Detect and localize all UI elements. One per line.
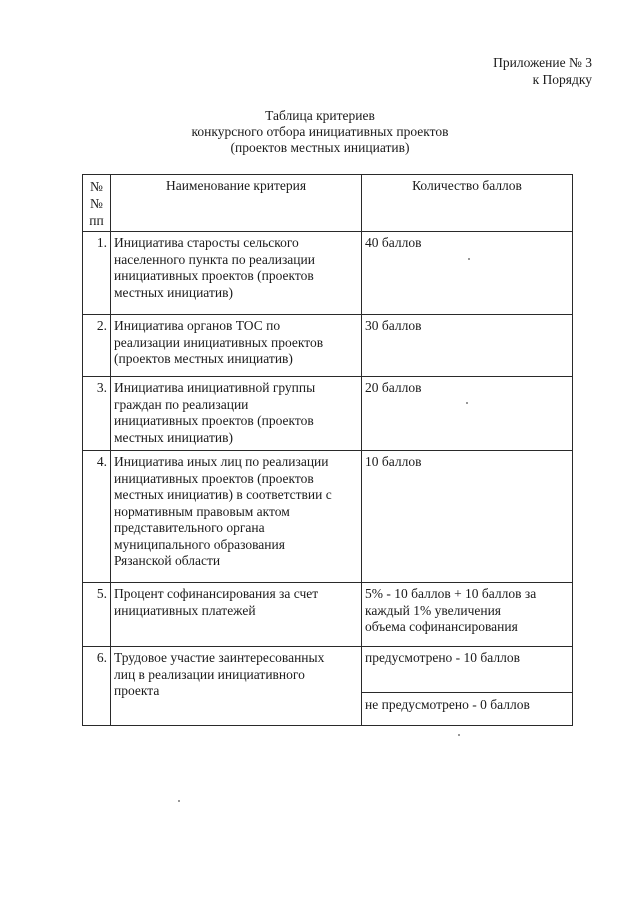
criteria-table bbox=[82, 174, 573, 726]
criterion-line: Инициатива старосты сельского bbox=[114, 235, 299, 250]
criterion-line: реализации инициативных проектов bbox=[114, 334, 324, 350]
criterion-score bbox=[362, 315, 573, 377]
header-criterion-name: Наименование критерия bbox=[111, 175, 362, 232]
criterion-line: Процент софинансирования за счет bbox=[114, 586, 319, 601]
criterion-line: граждан по реализации bbox=[114, 396, 249, 412]
scan-speck bbox=[468, 258, 470, 260]
criterion-score bbox=[362, 232, 573, 315]
row-number: 4. bbox=[83, 451, 111, 583]
title-line-1: Таблица критериев bbox=[265, 108, 375, 123]
score-line: каждый 1% увеличения bbox=[365, 602, 502, 618]
criterion-score bbox=[362, 451, 573, 583]
score-line: 5% - 10 баллов + 10 баллов за bbox=[365, 586, 537, 601]
row-number: 2. bbox=[83, 315, 111, 377]
header-number bbox=[83, 175, 111, 232]
criterion-line: представительного органа bbox=[114, 520, 265, 535]
appendix-line-2: к Порядку bbox=[532, 72, 592, 87]
header-number-line-2: № bbox=[90, 196, 103, 211]
criterion-line: местных инициатив) bbox=[114, 284, 233, 300]
table-row bbox=[83, 583, 573, 647]
header-score: Количество баллов bbox=[362, 175, 573, 232]
criterion-score bbox=[362, 377, 573, 451]
row-number: 3. bbox=[83, 377, 111, 451]
title-line-2: конкурсного отбора инициативных проектов bbox=[191, 124, 449, 139]
criterion-line: проекта bbox=[114, 683, 160, 698]
criterion-line: муниципального образования bbox=[114, 536, 285, 552]
scan-speck bbox=[458, 734, 460, 736]
criterion-line: инициативных платежей bbox=[114, 602, 256, 618]
criterion-name bbox=[111, 315, 362, 377]
criterion-name bbox=[111, 451, 362, 583]
table-header-row bbox=[83, 175, 573, 232]
criterion-name bbox=[111, 583, 362, 647]
score-line: 40 баллов bbox=[365, 235, 422, 250]
criterion-name bbox=[111, 232, 362, 315]
criterion-line: местных инициатив) в соответствии с bbox=[114, 487, 332, 502]
score-line: предусмотрено - 10 баллов bbox=[365, 650, 520, 665]
criterion-line: инициативных проектов (проектов bbox=[114, 268, 314, 283]
criterion-line: местных инициатив) bbox=[114, 429, 233, 445]
scan-speck bbox=[466, 402, 468, 404]
table-row bbox=[83, 647, 573, 693]
scan-speck bbox=[178, 800, 180, 802]
table-row bbox=[83, 315, 573, 377]
criterion-name bbox=[111, 377, 362, 451]
criterion-line: нормативным правовым актом bbox=[114, 503, 290, 519]
appendix-line-1: Приложение № 3 bbox=[493, 55, 592, 70]
table-row bbox=[83, 451, 573, 583]
score-line: объема софинансирования bbox=[365, 619, 518, 634]
row-number: 5. bbox=[83, 583, 111, 647]
table-row bbox=[83, 232, 573, 315]
criterion-name bbox=[111, 647, 362, 726]
criterion-score-alt bbox=[362, 693, 573, 726]
appendix-note bbox=[493, 54, 592, 88]
table-row bbox=[83, 377, 573, 451]
criterion-line: Инициатива органов ТОС по bbox=[114, 318, 281, 333]
score-line: 10 баллов bbox=[365, 454, 422, 469]
criterion-line: Трудовое участие заинтересованных bbox=[114, 650, 325, 665]
header-number-line-3: пп bbox=[89, 213, 104, 228]
score-line: не предусмотрено - 0 баллов bbox=[365, 697, 530, 712]
score-line: 20 баллов bbox=[365, 380, 422, 395]
title-line-3: (проектов местных инициатив) bbox=[230, 140, 410, 155]
criterion-line: Инициатива инициативной группы bbox=[114, 380, 316, 395]
criterion-score bbox=[362, 647, 573, 693]
criterion-line: Рязанской области bbox=[114, 553, 221, 568]
criterion-score bbox=[362, 583, 573, 647]
criterion-line: населенного пункта по реализации bbox=[114, 251, 315, 267]
criterion-line: Инициатива иных лиц по реализации bbox=[114, 454, 329, 469]
criterion-line: инициативных проектов (проектов bbox=[114, 413, 314, 428]
criterion-line: лиц в реализации инициативного bbox=[114, 666, 305, 682]
row-number: 6. bbox=[83, 647, 111, 726]
row-number: 1. bbox=[83, 232, 111, 315]
criterion-line: инициативных проектов (проектов bbox=[114, 470, 314, 486]
score-line: 30 баллов bbox=[365, 318, 422, 333]
header-number-line-1: № bbox=[90, 179, 103, 194]
document-title bbox=[0, 108, 640, 156]
criterion-line: (проектов местных инициатив) bbox=[114, 351, 293, 366]
